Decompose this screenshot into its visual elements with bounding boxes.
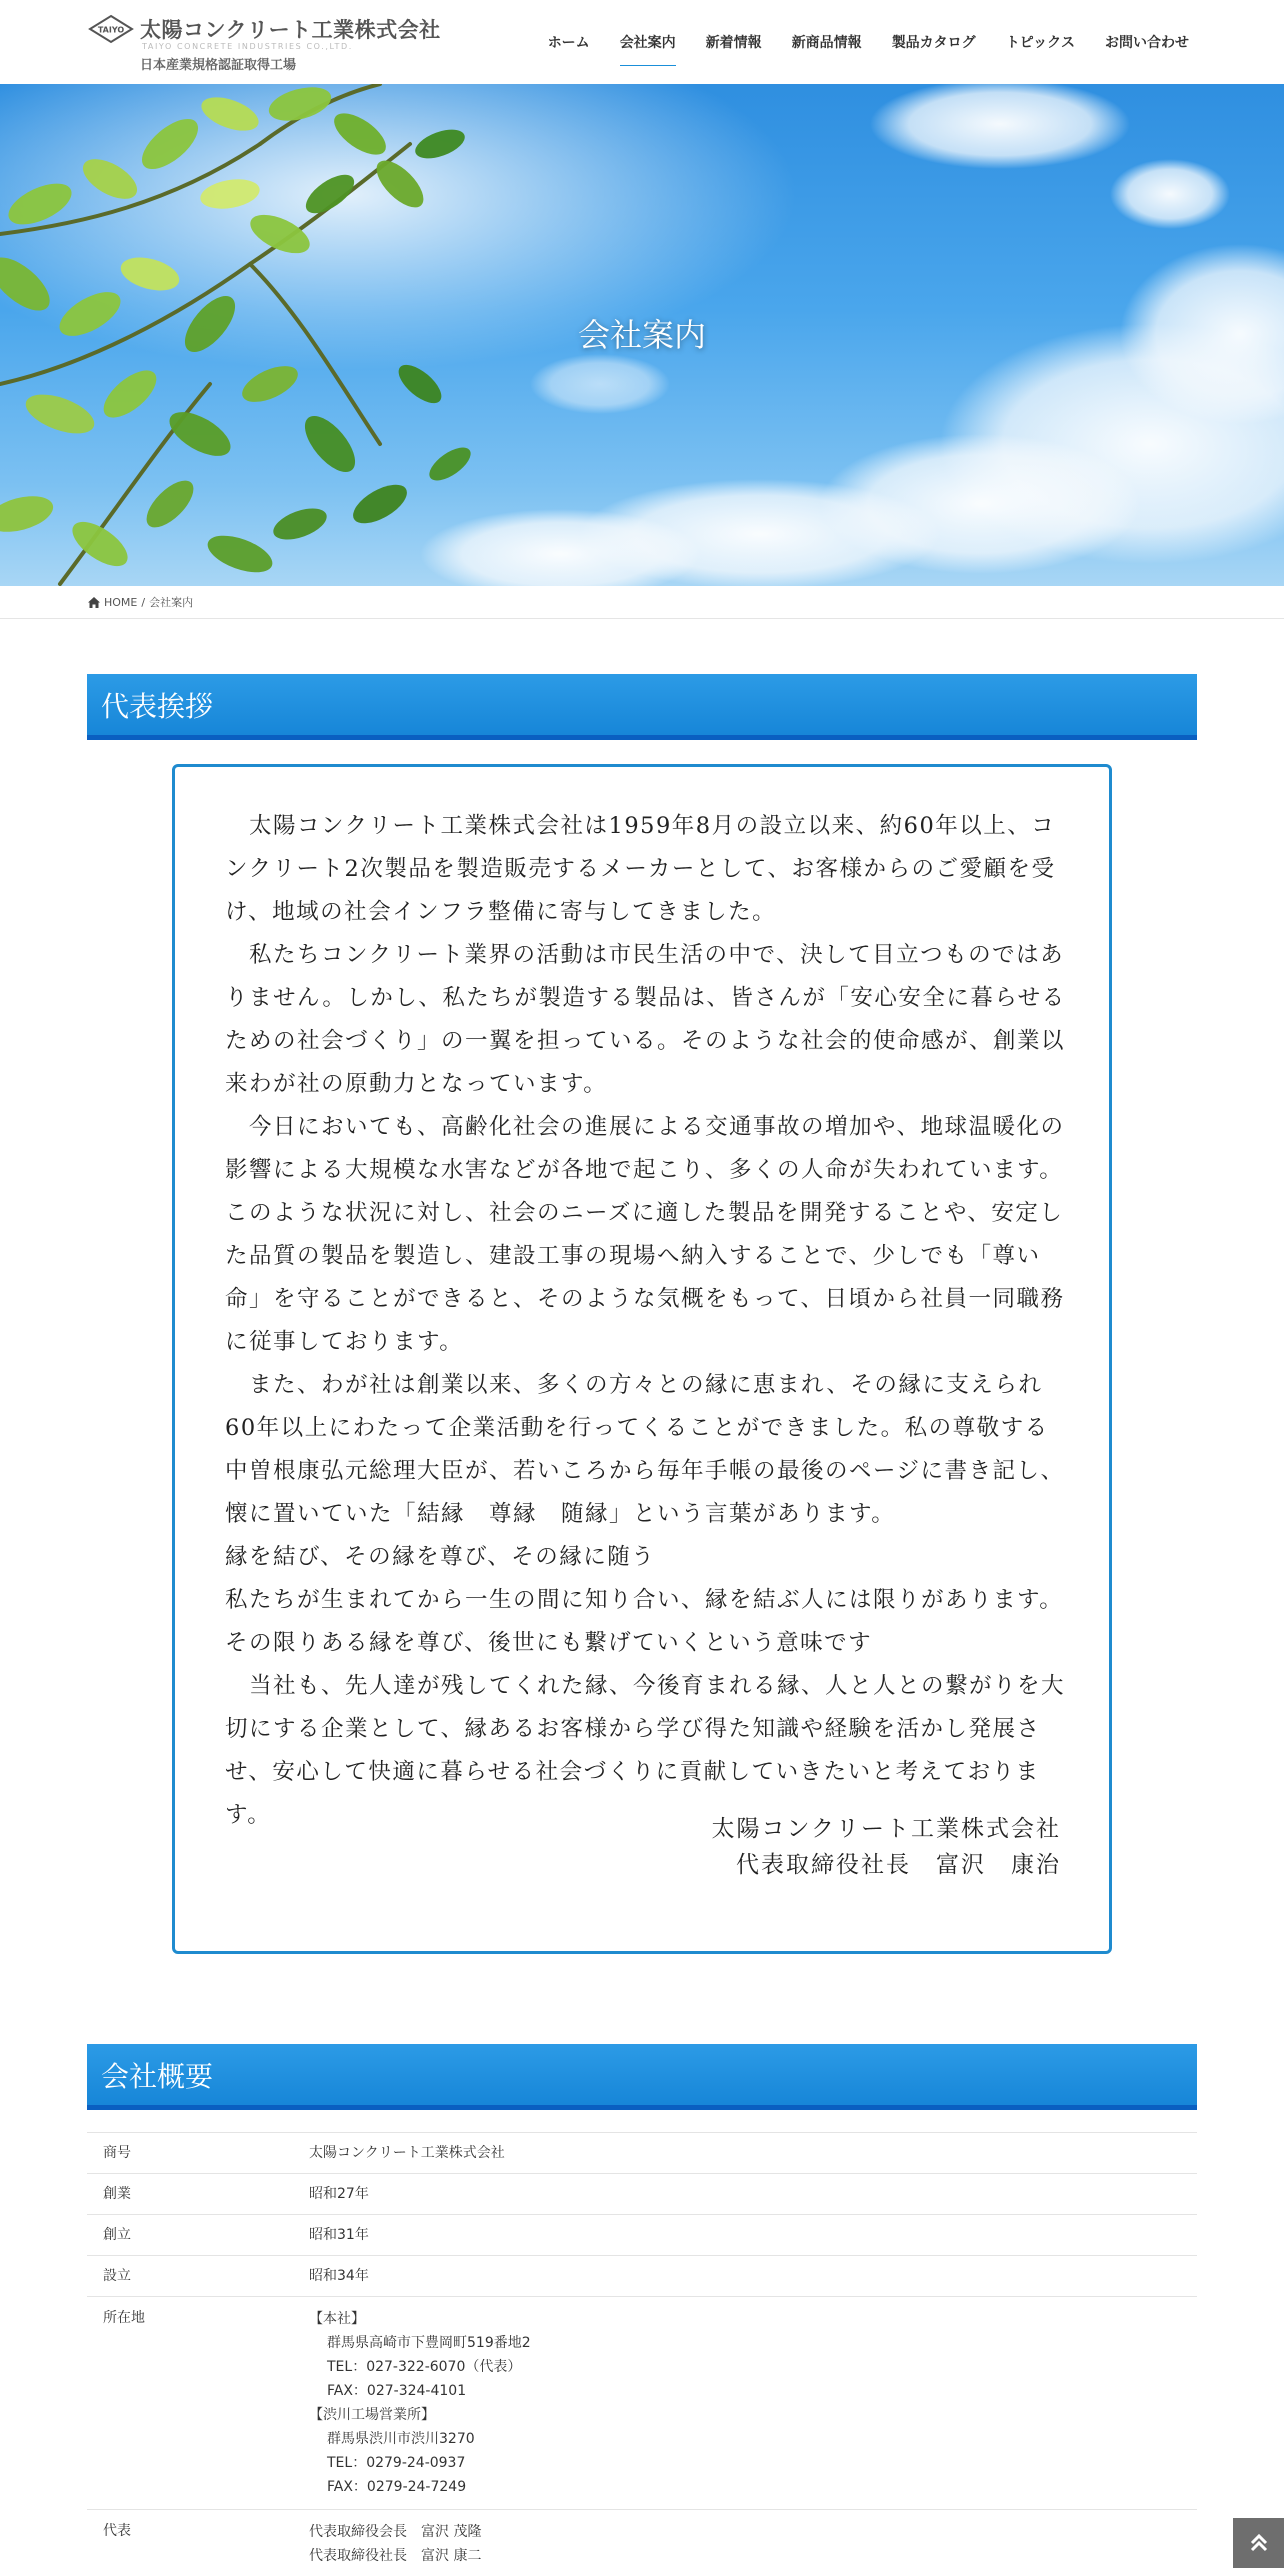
row-value: 昭和31年: [309, 2227, 369, 2243]
nav-home[interactable]: ホーム: [547, 35, 590, 51]
svg-text:TAIYO: TAIYO: [97, 25, 125, 35]
greeting-paragraph: 当社も、先人達が残してくれた縁、今後育まれる縁、人と人との繋がりを大切にする企業として、縁あるお客様から学び得た知識や経験を活かし発展させ、安心して快適に暮らせる社会づくりに貢献していきたいと考えております。: [225, 1673, 1066, 1828]
page-top-button[interactable]: [1233, 2518, 1284, 2568]
hq-tel: TEL：027-322-6070（代表）: [327, 2359, 522, 2375]
table-row: [87, 2132, 1197, 2173]
row-value: [309, 2297, 1197, 2509]
table-row-address: [87, 2296, 1197, 2509]
breadcrumb-home-link[interactable]: HOME: [104, 595, 138, 609]
row-value: [309, 2510, 1197, 2568]
nav-contact[interactable]: お問い合わせ: [1105, 35, 1189, 51]
greeting-message: [225, 805, 1071, 1837]
table-row-representative: [87, 2509, 1197, 2568]
nav-new-products[interactable]: 新商品情報: [791, 35, 862, 51]
main-nav: [533, 0, 1204, 84]
greeting-paragraph: 太陽コンクリート工業株式会社は1959年8月の設立以来、約60年以上、コンクリート2次製品を製造販売するメーカーとして、お客様からのご愛顧を受け、地域の社会インフラ整備に寄与してきました。: [225, 813, 1056, 925]
greeting-paragraph: 私たちが生まれてから一生の間に知り合い、縁を結ぶ人には限りがあります。: [225, 1587, 1064, 1613]
greeting-box: [172, 764, 1112, 1954]
logo-diamond-icon: [88, 14, 134, 44]
greeting-paragraph: 今日においても、高齢化社会の進展による交通事故の増加や、地球温暖化の影響による大規模な水害などが各地で起こり、多くの人命が失われています。このような状況に対し、社会のニーズに適した製品を開発することや、安定した品質の製品を製造し、建設工事の現場へ納入することで、少しでも「尊い命」を守ることができると、そのような気概をもって、日頃から社員一同職務に従事しております。: [225, 1114, 1065, 1355]
nav-topics[interactable]: トピックス: [1005, 35, 1075, 51]
branch-address: 群馬県渋川市渋川3270: [327, 2431, 475, 2447]
site-header: [0, 0, 1284, 84]
nav-company[interactable]: 会社案内: [605, 0, 691, 84]
row-label: 代表: [103, 2523, 131, 2539]
row-label: 商号: [103, 2145, 131, 2161]
row-label: 所在地: [103, 2310, 145, 2326]
representative-president: 代表取締役社長 富沢 康二: [309, 2548, 482, 2564]
row-label: 創立: [103, 2227, 131, 2243]
branch-label: 【渋川工場営業所】: [309, 2407, 435, 2423]
greeting-paragraph: 縁を結び、その縁を尊び、その縁に随う: [225, 1544, 656, 1570]
hq-fax: FAX：027-324-4101: [327, 2383, 467, 2399]
branch-fax: FAX：0279-24-7249: [327, 2479, 467, 2495]
greeting-paragraph: その限りある縁を尊び、後世にも繋げていくという意味です: [225, 1630, 873, 1656]
home-icon: [88, 597, 100, 608]
hero-banner: [0, 84, 1284, 586]
company-heading: 会社概要: [87, 2044, 1197, 2110]
hero-title: 会社案内: [577, 316, 706, 354]
row-value: 昭和34年: [309, 2268, 369, 2284]
table-row: [87, 2214, 1197, 2255]
greeting-signature: [711, 1811, 1061, 1883]
greeting-paragraph: また、わが社は創業以来、多くの方々との縁に恵まれ、その縁に支えられ60年以上にわたって企業活動を行ってくることができました。私の尊敬する中曽根康弘元総理大臣が、若いころから毎年手帳の最後のページに書き記し、懐に置いていた「結縁 尊縁 随縁」という言葉があります。: [225, 1372, 1065, 1527]
table-row: [87, 2255, 1197, 2296]
row-value: 昭和27年: [309, 2186, 369, 2202]
branch-tel: TEL：0279-24-0937: [327, 2455, 466, 2471]
greeting-paragraph: 私たちコンクリート業界の活動は市民生活の中で、決して目立つものではありません。しかし、私たちが製造する製品は、皆さんが「安心安全に暮らせるための社会づくり」の一翼を担っている。そのような社会的使命感が、創業以来わが社の原動力となっています。: [225, 942, 1066, 1097]
site-logo[interactable]: [88, 14, 448, 72]
company-name: 太陽コンクリート工業株式会社: [140, 18, 441, 42]
breadcrumb-current: 会社案内: [149, 596, 194, 609]
row-label: 設立: [103, 2268, 131, 2284]
hq-label: 【本社】: [309, 2311, 365, 2327]
hq-address: 群馬県高崎市下豊岡町519番地2: [327, 2335, 531, 2351]
certification-subtitle: 日本産業規格認証取得工場: [140, 58, 297, 73]
breadcrumb: [0, 586, 1284, 619]
company-name-en: TAIYO CONCRETE INDUSTRIES CO.,LTD.: [142, 42, 353, 51]
row-value: 太陽コンクリート工業株式会社: [309, 2145, 505, 2161]
representative-chairman: 代表取締役会長 富沢 茂隆: [309, 2524, 482, 2540]
table-row: [87, 2173, 1197, 2214]
breadcrumb-separator: /: [141, 595, 146, 609]
nav-news[interactable]: 新着情報: [705, 35, 762, 51]
row-label: 創業: [103, 2186, 131, 2202]
double-chevron-up-icon: [1249, 2533, 1269, 2553]
company-table: [87, 2132, 1197, 2568]
signature-title: 代表取締役社長 富沢 康治: [736, 1852, 1061, 1878]
greeting-heading: 代表挨拶: [87, 674, 1197, 740]
nav-catalog[interactable]: 製品カタログ: [891, 35, 976, 51]
signature-company: 太陽コンクリート工業株式会社: [711, 1816, 1061, 1842]
